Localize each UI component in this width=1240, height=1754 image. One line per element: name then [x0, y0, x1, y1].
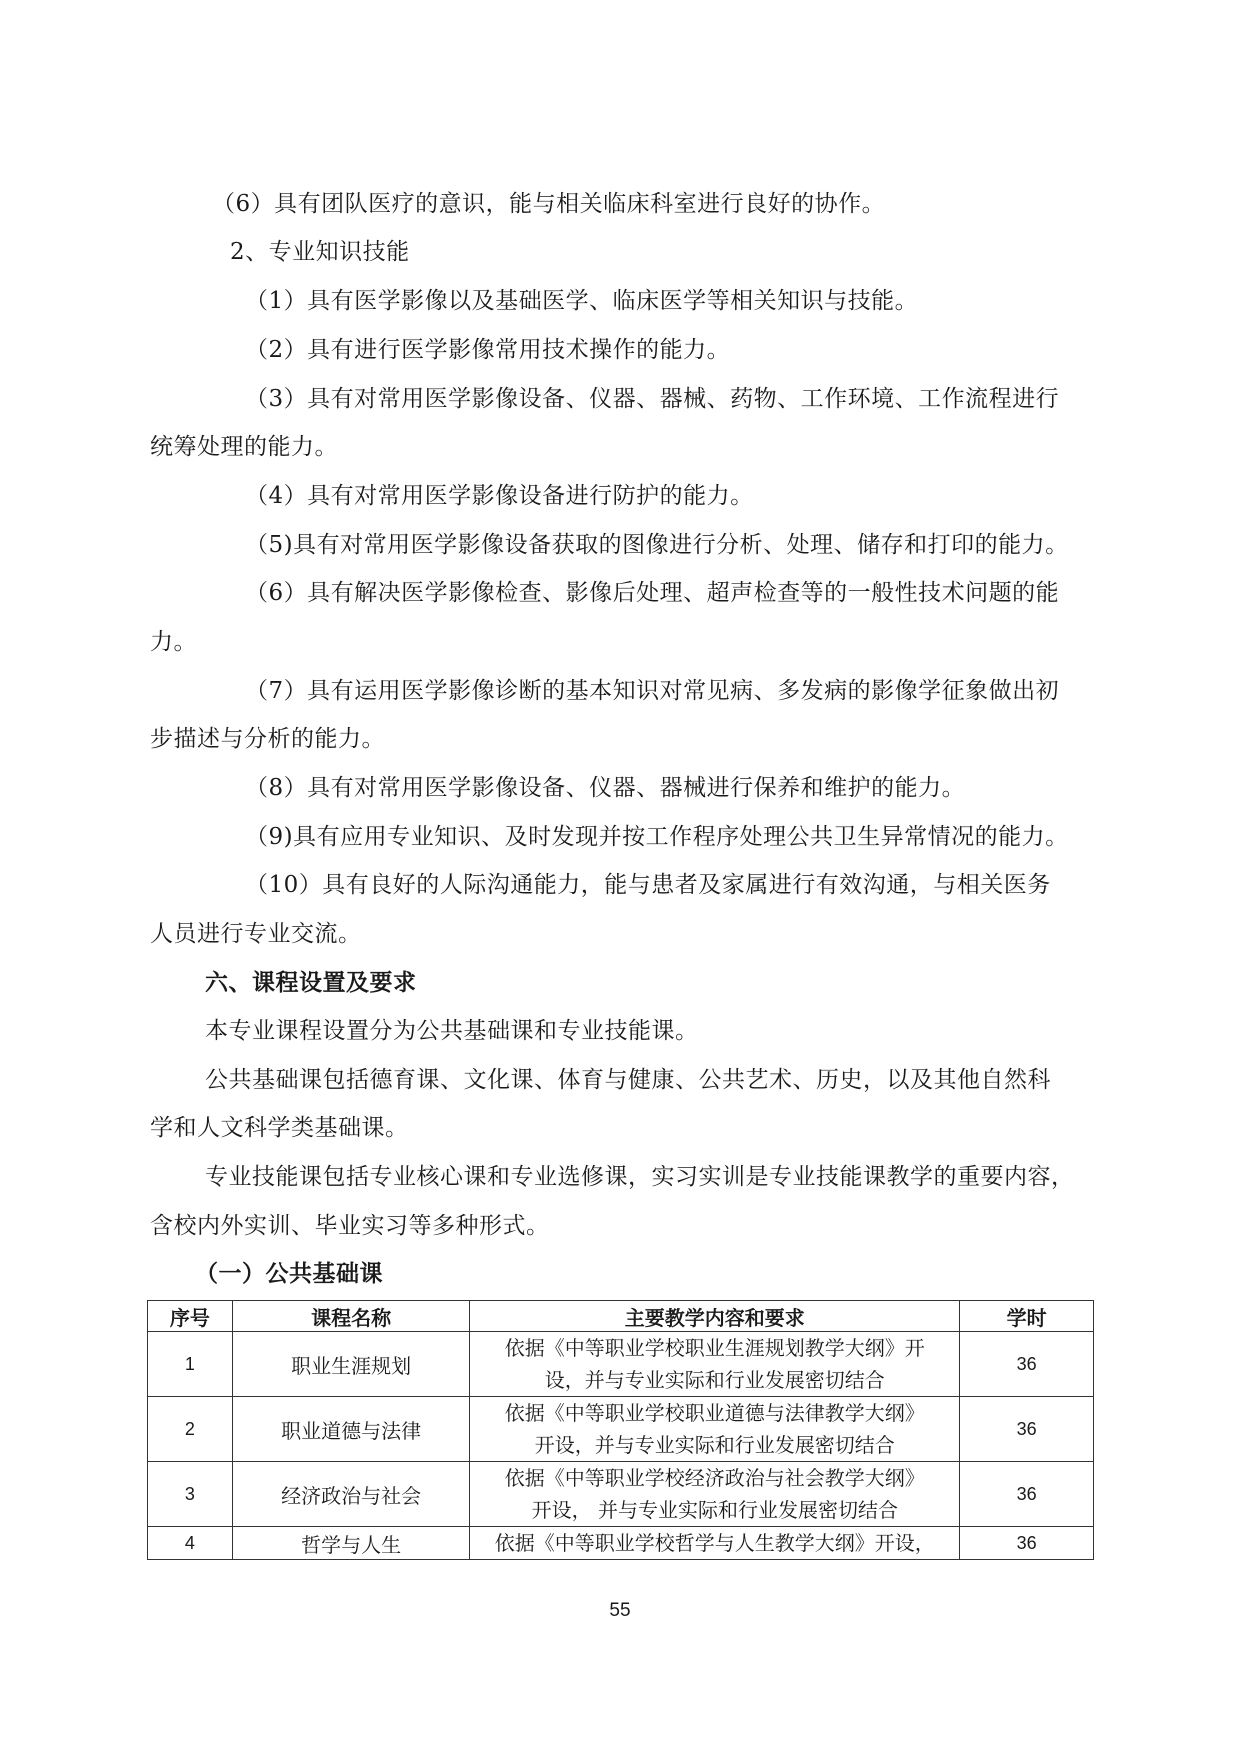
cell-no: 4	[148, 1527, 233, 1560]
subsection-heading: （一）公共基础课	[195, 1261, 383, 1287]
section-heading: 六、课程设置及要求	[205, 970, 417, 996]
cell-no: 1	[148, 1332, 233, 1397]
content-line: 依据《中等职业学校职业生涯规划教学大纲》开	[504, 1336, 925, 1360]
text-line: （3）具有对常用医学影像设备、仪器、器械、药物、工作环境、工作流程进行	[245, 386, 1060, 412]
text-line: （6）具有团队医疗的意识，能与相关临床科室进行良好的协作。	[212, 191, 886, 217]
text-line: （2）具有进行医学影像常用技术操作的能力。	[245, 337, 731, 363]
text-line: （7）具有运用医学影像诊断的基本知识对常见病、多发病的影像学征象做出初	[245, 678, 1060, 704]
text-line: （9)具有应用专业知识、及时发现并按工作程序处理公共卫生异常情况的能力。	[245, 824, 1069, 850]
text-line: 本专业课程设置分为公共基础课和专业技能课。	[205, 1018, 699, 1044]
text-line: （4）具有对常用医学影像设备进行防护的能力。	[245, 483, 754, 509]
text-line: 含校内外实训、毕业实习等多种形式。	[150, 1213, 550, 1239]
cell-course-name: 经济政治与社会	[232, 1462, 470, 1527]
text-line: 人员进行专业交流。	[150, 921, 362, 947]
table-row	[148, 1527, 1094, 1560]
content-line: 设，并与专业实际和行业发展密切结合	[544, 1368, 885, 1392]
header-content: 主要教学内容和要求	[470, 1301, 960, 1332]
content-line: 开设， 并与专业实际和行业发展密切结合	[531, 1498, 898, 1522]
text-line: （6）具有解决医学影像检查、影像后处理、超声检查等的一般性技术问题的能	[245, 580, 1060, 606]
table-row	[148, 1397, 1094, 1462]
table-header-row	[148, 1301, 1094, 1332]
text-line: 专业技能课包括专业核心课和专业选修课，实习实训是专业技能课教学的重要内容，	[205, 1164, 1075, 1190]
cell-content	[470, 1527, 960, 1560]
content-line: 依据《中等职业学校职业道德与法律教学大纲》	[504, 1401, 925, 1425]
table-row	[148, 1332, 1094, 1397]
subheading-skills: 2、专业知识技能	[230, 239, 410, 265]
cell-course-name: 哲学与人生	[232, 1527, 470, 1560]
cell-hours: 36	[960, 1527, 1094, 1560]
courses-table	[147, 1300, 1094, 1560]
header-course-name: 课程名称	[232, 1301, 470, 1332]
cell-course-name: 职业道德与法律	[232, 1397, 470, 1462]
text-line: 力。	[150, 629, 197, 655]
cell-content	[470, 1332, 960, 1397]
cell-hours: 36	[960, 1332, 1094, 1397]
cell-no: 3	[148, 1462, 233, 1527]
cell-course-name: 职业生涯规划	[232, 1332, 470, 1397]
cell-no: 2	[148, 1397, 233, 1462]
text-line: （5)具有对常用医学影像设备获取的图像进行分析、处理、储存和打印的能力。	[245, 532, 1069, 558]
text-line: （10）具有良好的人际沟通能力，能与患者及家属进行有效沟通，与相关医务	[245, 872, 1051, 898]
header-no: 序号	[148, 1301, 233, 1332]
cell-hours: 36	[960, 1397, 1094, 1462]
cell-content	[470, 1397, 960, 1462]
text-line: 统筹处理的能力。	[150, 434, 338, 460]
text-line: （8）具有对常用医学影像设备、仪器、器械进行保养和维护的能力。	[245, 775, 966, 801]
text-line: （1）具有医学影像以及基础医学、临床医学等相关知识与技能。	[245, 288, 919, 314]
page-number: 55	[609, 1600, 631, 1621]
cell-hours: 36	[960, 1462, 1094, 1527]
table-row	[148, 1462, 1094, 1527]
cell-content	[470, 1462, 960, 1527]
content-line: 依据《中等职业学校哲学与人生教学大纲》开设，	[494, 1531, 935, 1555]
header-hours: 学时	[960, 1301, 1094, 1332]
content-line: 依据《中等职业学校经济政治与社会教学大纲》	[504, 1466, 925, 1490]
text-line: 公共基础课包括德育课、文化课、体育与健康、公共艺术、历史，以及其他自然科	[205, 1067, 1051, 1093]
content-line: 开设，并与专业实际和行业发展密切结合	[534, 1433, 895, 1457]
text-line: 步描述与分析的能力。	[150, 726, 385, 752]
text-line: 学和人文科学类基础课。	[150, 1115, 409, 1141]
